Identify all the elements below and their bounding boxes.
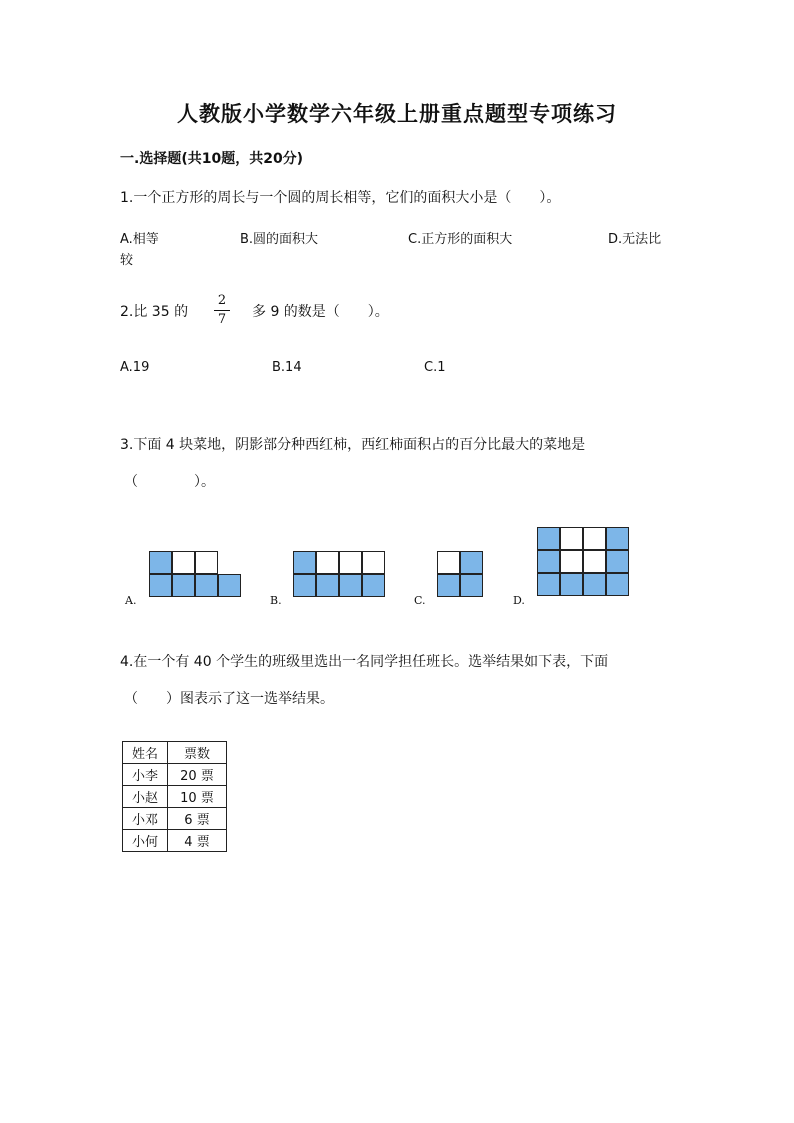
header-votes: 票数 bbox=[168, 742, 227, 764]
shaded-cell bbox=[149, 574, 172, 597]
shaded-cell bbox=[293, 551, 316, 574]
question-2-option-c: C.1 bbox=[424, 360, 446, 375]
empty-cell bbox=[560, 527, 583, 550]
empty-cell bbox=[583, 527, 606, 550]
question-1-option-d: D.无法比 bbox=[608, 232, 662, 247]
table-row bbox=[123, 830, 227, 852]
row-votes: 4 票 bbox=[168, 830, 227, 852]
question-2-suffix: 多 9 的数是（ ）。 bbox=[252, 304, 389, 320]
question-1-text: 1.一个正方形的周长与一个圆的周长相等，它们的面积大小是（ ）。 bbox=[120, 190, 561, 206]
empty-cell bbox=[316, 551, 339, 574]
garden-grid-b bbox=[293, 551, 385, 597]
shaded-cell bbox=[218, 574, 241, 597]
row-name: 小何 bbox=[123, 830, 168, 852]
vote-table bbox=[122, 741, 227, 852]
row-votes: 10 票 bbox=[168, 786, 227, 808]
table-row bbox=[123, 764, 227, 786]
table-row bbox=[123, 808, 227, 830]
question-1-option-c: C.正方形的面积大 bbox=[408, 232, 513, 247]
empty-cell bbox=[583, 550, 606, 573]
question-1-option-a: A.相等 bbox=[120, 232, 159, 247]
vote-table-header bbox=[123, 742, 227, 764]
empty-cell bbox=[195, 551, 218, 574]
shaded-cell bbox=[362, 574, 385, 597]
question-2-prefix: 2.比 35 的 bbox=[120, 304, 189, 320]
row-name: 小赵 bbox=[123, 786, 168, 808]
shaded-cell bbox=[606, 527, 629, 550]
question-2-option-b: B.14 bbox=[272, 360, 302, 375]
empty-cell bbox=[339, 551, 362, 574]
shaded-cell bbox=[195, 574, 218, 597]
garden-grid-a bbox=[149, 551, 241, 597]
question-1-option-d-wrap: 较 bbox=[120, 253, 134, 268]
empty-cell bbox=[560, 550, 583, 573]
fraction-bar bbox=[214, 310, 230, 311]
shaded-cell bbox=[460, 574, 483, 597]
row-votes: 6 票 bbox=[168, 808, 227, 830]
question-4-line-1: 4.在一个有 40 个学生的班级里选出一名同学担任班长。选举结果如下表，下面 bbox=[120, 654, 609, 670]
question-2-fraction bbox=[214, 294, 230, 327]
question-3-line-2: （ ）。 bbox=[124, 474, 215, 490]
shaded-cell bbox=[537, 527, 560, 550]
question-3-line-1: 3.下面 4 块菜地，阴影部分种西红柿，西红柿面积占的百分比最大的菜地是 bbox=[120, 437, 586, 453]
row-name: 小李 bbox=[123, 764, 168, 786]
shaded-cell bbox=[437, 574, 460, 597]
empty-cell bbox=[172, 551, 195, 574]
shaded-cell bbox=[583, 573, 606, 596]
shaded-cell bbox=[293, 574, 316, 597]
page-title: 人教版小学数学六年级上册重点题型专项练习 bbox=[177, 102, 617, 126]
shaded-cell bbox=[316, 574, 339, 597]
table-row bbox=[123, 786, 227, 808]
shaded-cell bbox=[560, 573, 583, 596]
shaded-cell bbox=[339, 574, 362, 597]
row-name: 小邓 bbox=[123, 808, 168, 830]
shaded-cell bbox=[537, 550, 560, 573]
section-heading: 一.选择题(共10题，共20分) bbox=[120, 151, 304, 167]
grid-label-c: C. bbox=[414, 594, 426, 607]
grid-label-a: A. bbox=[125, 594, 137, 607]
question-2-option-a: A.19 bbox=[120, 360, 150, 375]
header-name: 姓名 bbox=[123, 742, 168, 764]
question-1-option-b: B.圆的面积大 bbox=[240, 232, 319, 247]
row-votes: 20 票 bbox=[168, 764, 227, 786]
fraction-denominator: 7 bbox=[217, 312, 227, 327]
shaded-cell bbox=[606, 550, 629, 573]
shaded-cell bbox=[172, 574, 195, 597]
garden-grid-d bbox=[537, 527, 629, 596]
shaded-cell bbox=[606, 573, 629, 596]
question-4-line-2: （ ）图表示了这一选举结果。 bbox=[124, 691, 334, 707]
empty-cell bbox=[437, 551, 460, 574]
empty-cell bbox=[362, 551, 385, 574]
shaded-cell bbox=[537, 573, 560, 596]
garden-grid-c bbox=[437, 551, 483, 597]
grid-label-d: D. bbox=[513, 594, 525, 607]
fraction-numerator: 2 bbox=[217, 293, 227, 308]
shaded-cell bbox=[460, 551, 483, 574]
shaded-cell bbox=[149, 551, 172, 574]
grid-label-b: B. bbox=[270, 594, 282, 607]
